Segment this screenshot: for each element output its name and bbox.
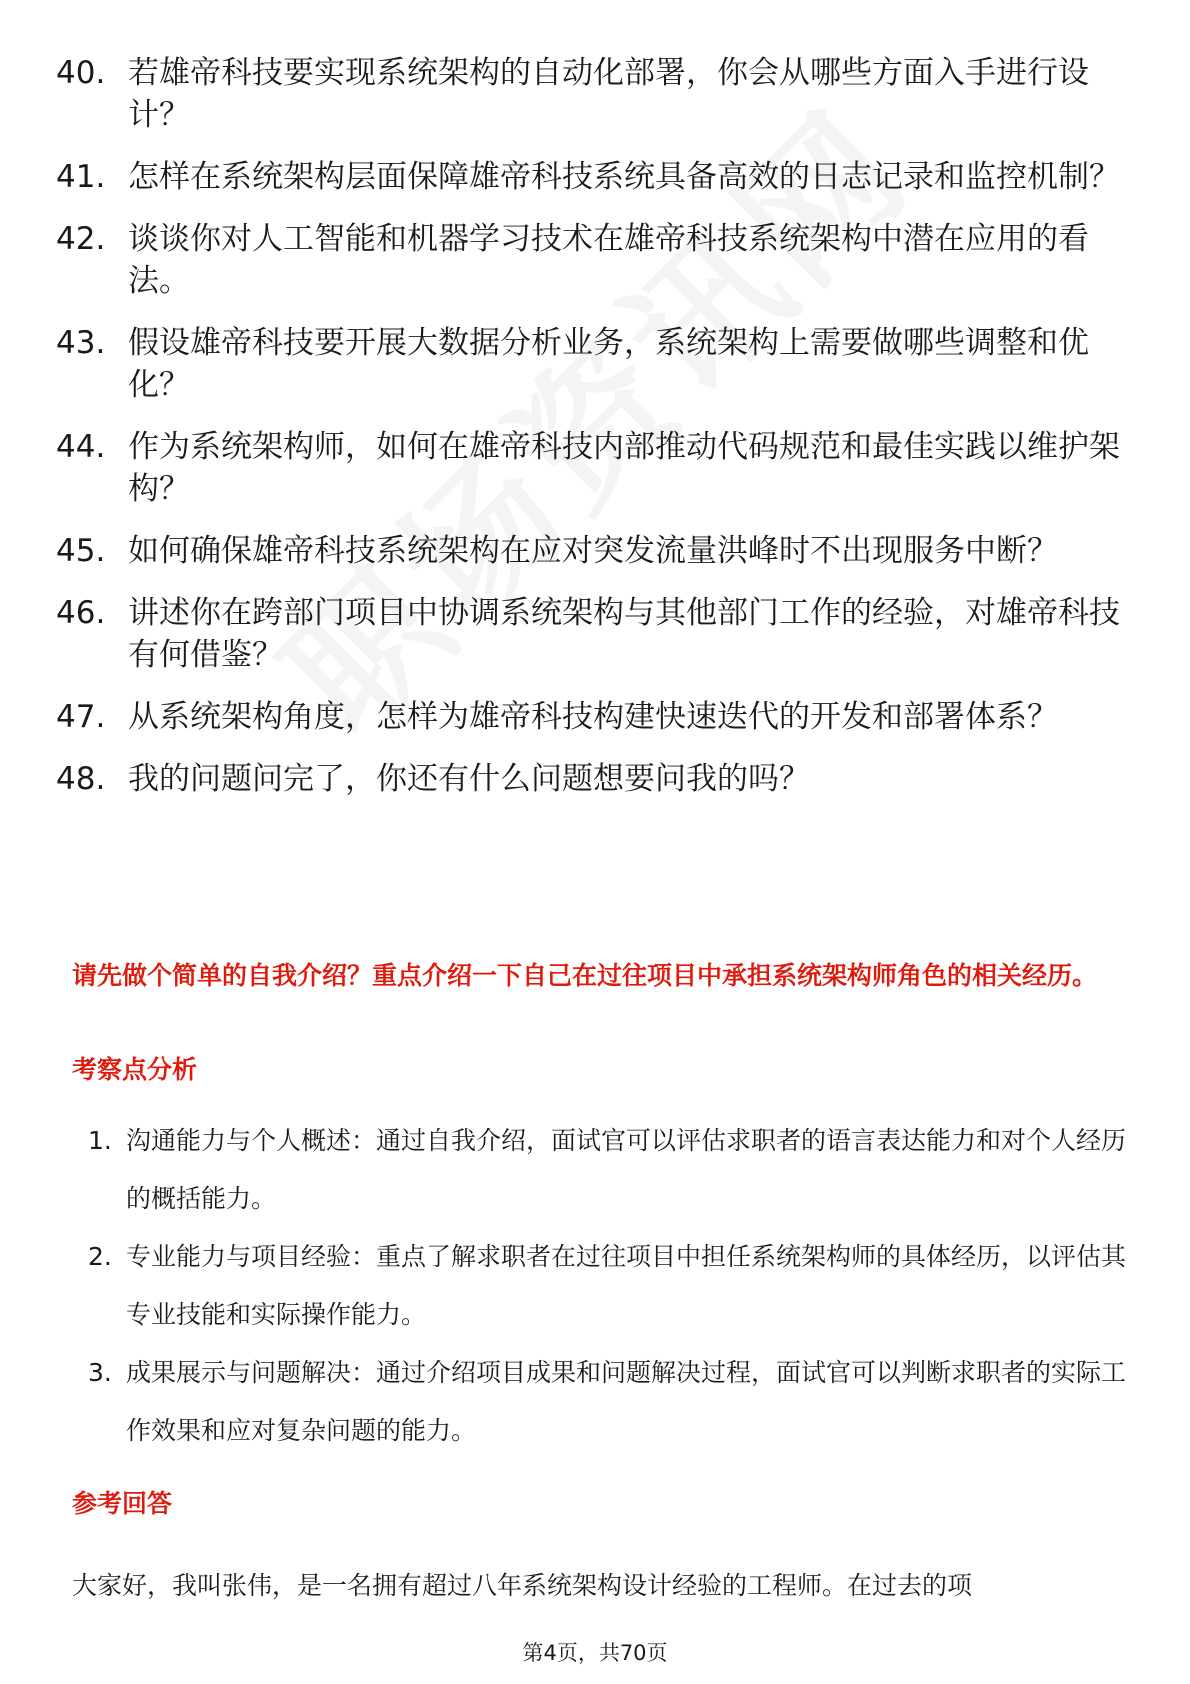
analysis-number: 2. (88, 1242, 112, 1271)
question-text: 如何确保雄帝科技系统架构在应对突发流量洪峰时不出现服务中断？ (128, 533, 1058, 569)
question-text: 若雄帝科技要实现系统架构的自动化部署，你会从哪些方面入手进行设计？ (128, 55, 1089, 133)
analysis-item (88, 1344, 1133, 1460)
question-number: 46. (56, 595, 106, 631)
question-number: 40. (56, 55, 106, 91)
analysis-item (88, 1112, 1133, 1228)
question-item (56, 52, 1136, 136)
question-number: 48. (56, 761, 106, 797)
analysis-text: 成果展示与问题解决：通过介绍项目成果和问题解决过程，面试官可以判断求职者的实际工作效果和应对复杂问题的能力。 (126, 1358, 1127, 1445)
question-text: 怎样在系统架构层面保障雄帝科技系统具备高效的日志记录和监控机制？ (128, 159, 1120, 195)
question-item (56, 696, 1136, 738)
question-number: 45. (56, 533, 106, 569)
question-text: 讲述你在跨部门项目中协调系统架构与其他部门工作的经验，对雄帝科技有何借鉴？ (128, 595, 1120, 673)
question-list (56, 52, 1136, 820)
question-number: 47. (56, 699, 106, 735)
question-item (56, 426, 1136, 510)
question-text: 假设雄帝科技要开展大数据分析业务，系统架构上需要做哪些调整和优化？ (128, 325, 1089, 403)
question-item (56, 530, 1136, 572)
question-item (56, 218, 1136, 302)
page-footer: 第4页，共70页 (522, 1641, 668, 1665)
question-number: 43. (56, 325, 106, 361)
question-number: 42. (56, 221, 106, 257)
question-item (56, 592, 1136, 676)
question-text: 谈谈你对人工智能和机器学习技术在雄帝科技系统架构中潜在应用的看法。 (128, 221, 1089, 299)
question-number: 41. (56, 159, 106, 195)
question-text: 我的问题问完了，你还有什么问题想要问我的吗？ (128, 761, 810, 797)
analysis-heading: 考察点分析 (72, 1055, 198, 1084)
section-title: 请先做个简单的自我介绍？重点介绍一下自己在过往项目中承担系统架构师角色的相关经历。 (72, 961, 1098, 990)
answer-paragraph: 大家好，我叫张伟，是一名拥有超过八年系统架构设计经验的工程师。在过去的项 (72, 1571, 973, 1600)
question-item (56, 758, 1136, 800)
question-text: 从系统架构角度，怎样为雄帝科技构建快速迭代的开发和部署体系？ (128, 699, 1058, 735)
reference-heading: 参考回答 (72, 1489, 173, 1518)
analysis-text: 沟通能力与个人概述：通过自我介绍，面试官可以评估求职者的语言表达能力和对个人经历的概括能力。 (126, 1126, 1127, 1213)
analysis-number: 1. (88, 1126, 112, 1155)
analysis-number: 3. (88, 1358, 112, 1387)
analysis-text: 专业能力与项目经验：重点了解求职者在过往项目中担任系统架构师的具体经历，以评估其专业技能和实际操作能力。 (126, 1242, 1127, 1329)
question-item (56, 156, 1136, 198)
analysis-item (88, 1228, 1133, 1344)
analysis-list (88, 1112, 1133, 1460)
question-item (56, 322, 1136, 406)
question-number: 44. (56, 429, 106, 465)
question-text: 作为系统架构师，如何在雄帝科技内部推动代码规范和最佳实践以维护架构？ (128, 429, 1120, 507)
